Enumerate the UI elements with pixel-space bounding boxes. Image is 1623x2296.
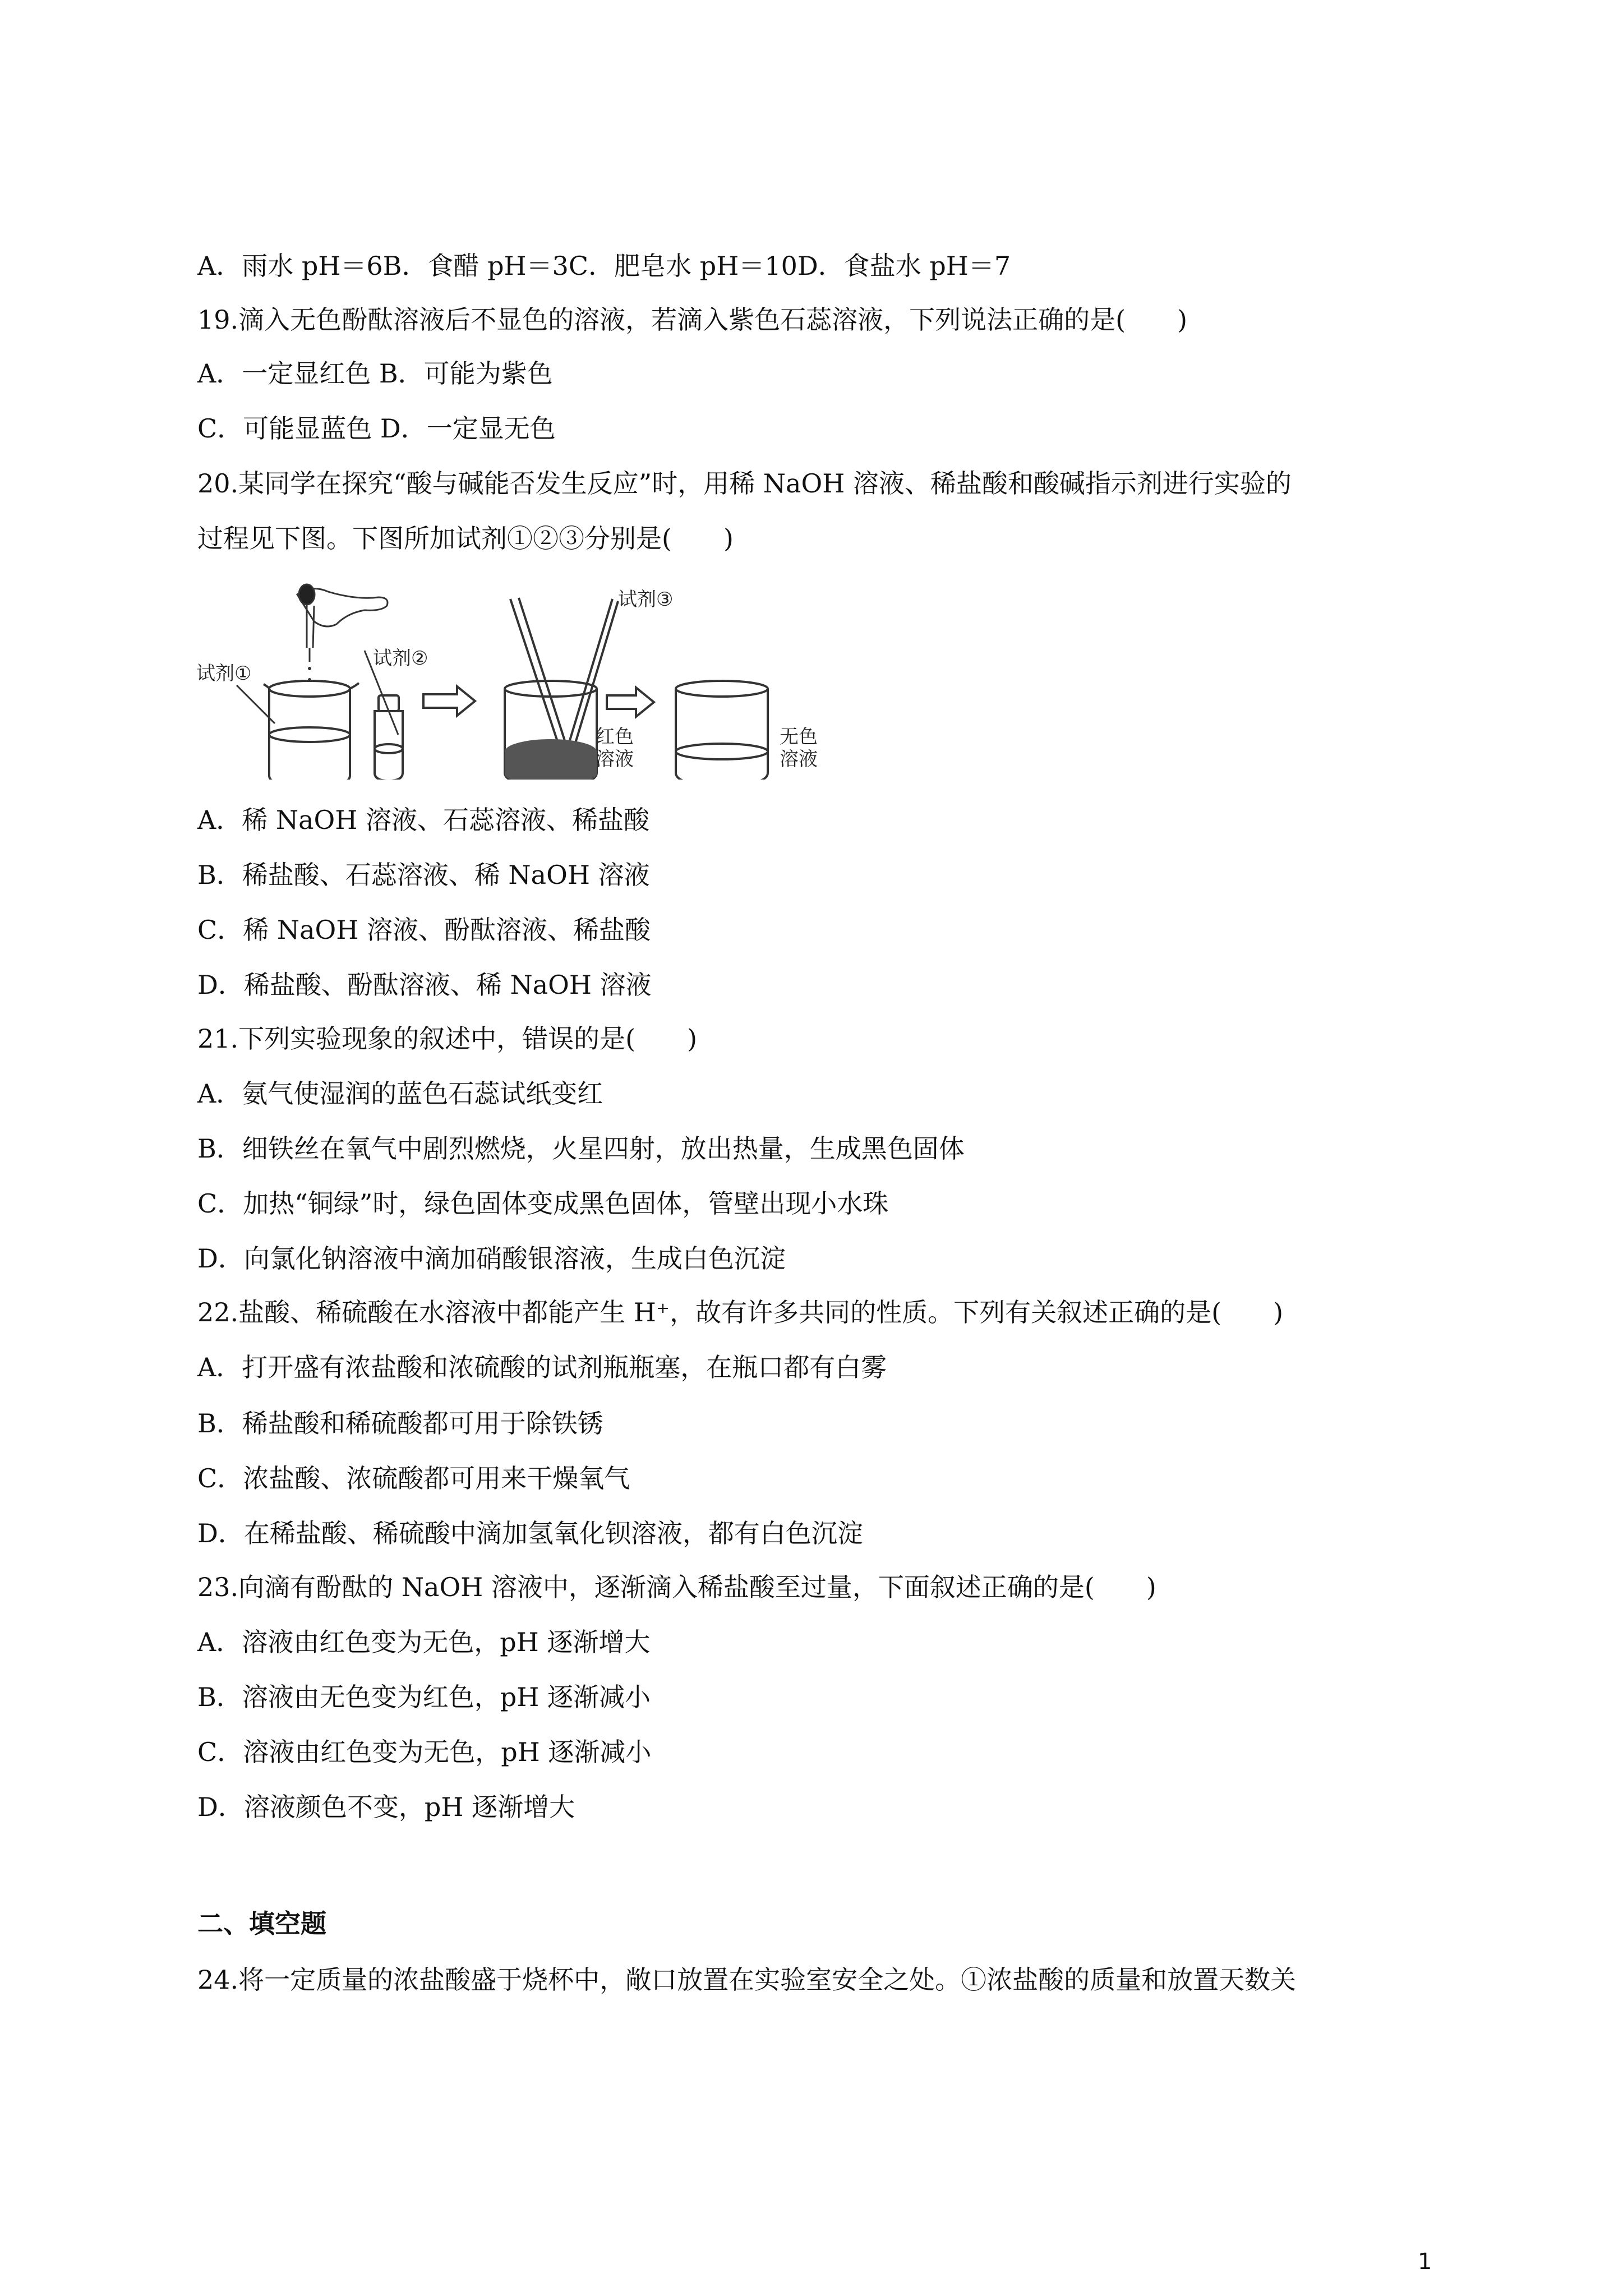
drop-icon	[308, 667, 311, 670]
arrow-right-icon	[607, 688, 654, 717]
q20-option-c: C．稀 NaOH 溶液、酚酞溶液、稀盐酸	[197, 915, 651, 945]
beaker-3-icon	[676, 681, 768, 780]
reagent3-label: 试剂③	[618, 588, 674, 611]
q22-stem: 22.盐酸、稀硫酸在水溶液中都能产生 H⁺，故有许多共同的性质。下列有关叙述正确的是( )	[197, 1297, 1284, 1327]
q20-stem-line2: 过程见下图。下图所加试剂①②③分别是( )	[197, 523, 734, 554]
reagent1-label: 试剂①	[196, 662, 252, 685]
q19-stem: 19.滴入无色酚酞溶液后不显色的溶液，若滴入紫色石蕊溶液，下列说法正确的是( )	[197, 305, 1188, 335]
q21-option-c: C．加热“铜绿”时，绿色固体变成黑色固体，管壁出现小水珠	[197, 1188, 889, 1219]
q22-option-c: C．浓盐酸、浓硫酸都可用来干燥氧气	[197, 1463, 630, 1493]
reagent2-label: 试剂②	[373, 647, 428, 670]
q19-options-cd: C．可能显蓝色 D．一定显无色	[197, 413, 556, 444]
q21-option-b: B．细铁丝在氧气中剧烈燃烧，火星四射，放出热量，生成黑色固体	[197, 1133, 965, 1164]
q20-stem-line1: 20.某同学在探究“酸与碱能否发生反应”时，用稀 NaOH 溶液、稀盐酸和酸碱指示剂进行实验的	[197, 468, 1292, 499]
q23-stem: 23.向滴有酚酞的 NaOH 溶液中，逐渐滴入稀盐酸至过量，下面叙述正确的是( )	[197, 1572, 1156, 1602]
q22-option-a: A．打开盛有浓盐酸和浓硫酸的试剂瓶瓶塞，在瓶口都有白雾	[197, 1352, 887, 1382]
q22-option-d: D．在稀盐酸、稀硫酸中滴加氢氧化钡溶液，都有白色沉淀	[197, 1518, 863, 1548]
arrow-right-icon	[423, 686, 475, 716]
q24-stem: 24.将一定质量的浓盐酸盛于烧杯中，敞口放置在实验室安全之处。①浓盐酸的质量和放置天数关	[197, 1965, 1297, 1995]
q23-option-c: C．溶液由红色变为无色，pH 逐渐减小	[197, 1737, 652, 1767]
colorless-solution-label-line2: 溶液	[780, 748, 818, 771]
q21-option-a: A．氨气使湿润的蓝色石蕊试纸变红	[197, 1078, 603, 1109]
q20-option-a: A．稀 NaOH 溶液、石蕊溶液、稀盐酸	[197, 805, 649, 835]
beaker-1-icon	[264, 681, 359, 780]
q23-option-b: B．溶液由无色变为红色，pH 逐渐减小	[197, 1682, 651, 1712]
q23-option-d: D．溶液颜色不变，pH 逐渐增大	[197, 1792, 575, 1822]
red-solution-label-line1: 红色	[596, 726, 634, 748]
experiment-figure	[196, 583, 819, 780]
q18-options: A．雨水 pH＝6B．食醋 pH＝3C．肥皂水 pH＝10D．食盐水 pH＝7	[197, 251, 1011, 281]
colorless-solution-label-line1: 无色	[780, 726, 818, 748]
page-number: 1	[1418, 2249, 1432, 2275]
red-solution-label-line2: 溶液	[596, 748, 634, 771]
reagent-bottle-icon	[375, 695, 403, 780]
q22-option-b: B．稀盐酸和稀硫酸都可用于除铁锈	[197, 1408, 603, 1439]
q21-option-d: D．向氯化钠溶液中滴加硝酸银溶液，生成白色沉淀	[197, 1243, 786, 1274]
q21-stem: 21.下列实验现象的叙述中，错误的是( )	[197, 1023, 698, 1054]
q20-option-d: D．稀盐酸、酚酞溶液、稀 NaOH 溶液	[197, 970, 652, 1000]
q19-options-ab: A．一定显红色 B．可能为紫色	[197, 358, 553, 389]
q20-option-b: B．稀盐酸、石蕊溶液、稀 NaOH 溶液	[197, 860, 650, 890]
q23-option-a: A．溶液由红色变为无色，pH 逐渐增大	[197, 1627, 651, 1657]
section-heading-fill-in: 二、填空题	[197, 1908, 326, 1939]
